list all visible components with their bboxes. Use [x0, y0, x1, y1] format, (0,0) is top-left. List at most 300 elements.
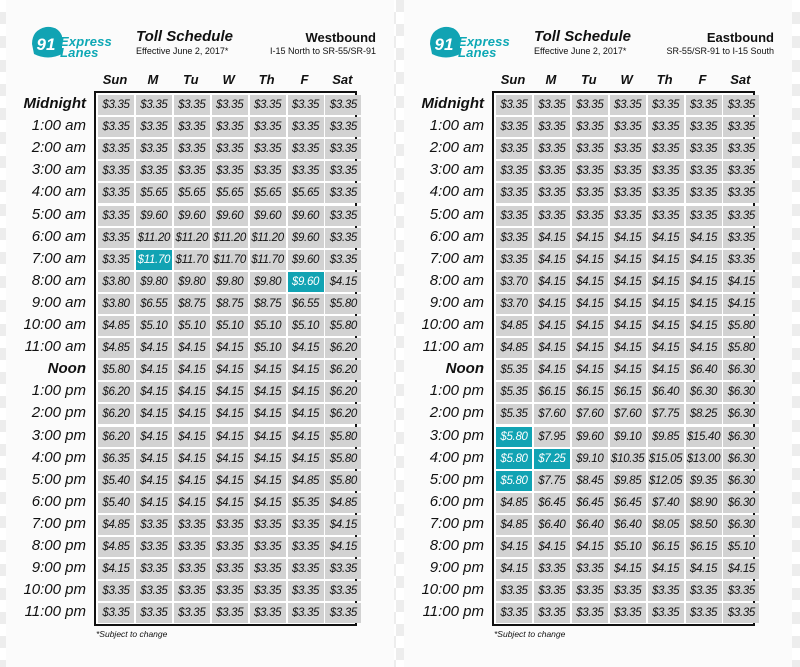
toll-cell: $4.85: [496, 493, 532, 513]
toll-cell: $4.15: [212, 360, 248, 380]
toll-cell: $11.70: [250, 250, 286, 270]
toll-cell: $4.15: [325, 537, 361, 557]
toll-cell: $4.15: [534, 294, 570, 314]
toll-cell: $5.65: [212, 183, 248, 203]
toll-cell: $3.35: [534, 117, 570, 137]
toll-cell: $10.35: [610, 449, 646, 469]
toll-cell: $3.35: [534, 559, 570, 579]
toll-cell: $4.15: [534, 537, 570, 557]
toll-cell: $11.70: [174, 250, 210, 270]
toll-cell: $3.70: [496, 272, 532, 292]
time-label: 11:00 am: [24, 338, 86, 356]
toll-cell: $3.35: [325, 161, 361, 181]
toll-cell: $4.15: [648, 559, 684, 579]
toll-cell: $9.10: [572, 449, 608, 469]
toll-cell: $4.15: [98, 559, 134, 579]
toll-cell: $3.35: [174, 515, 210, 535]
toll-cell: $3.35: [496, 139, 532, 159]
toll-cell: $4.15: [496, 559, 532, 579]
toll-cell: $6.15: [572, 382, 608, 402]
toll-cell: $4.15: [534, 360, 570, 380]
toll-cell: $3.35: [136, 603, 172, 623]
toll-cell: $4.15: [174, 338, 210, 358]
toll-cell: $3.35: [325, 117, 361, 137]
toll-cell: $4.15: [288, 449, 324, 469]
toll-cell: $4.85: [98, 316, 134, 336]
toll-cell: $5.80: [723, 316, 759, 336]
toll-cell: $3.35: [288, 139, 324, 159]
toll-cell: $4.85: [496, 316, 532, 336]
toll-cell: $6.35: [98, 449, 134, 469]
toll-cell: $3.35: [686, 161, 722, 181]
time-label: 11:00 am: [422, 338, 484, 356]
time-label: 10:00 am: [421, 316, 484, 333]
toll-cell: $6.20: [325, 404, 361, 424]
toll-cell: $7.60: [572, 404, 608, 424]
toll-cell: $3.35: [496, 250, 532, 270]
time-label: 9:00 am: [429, 293, 484, 311]
toll-cell: $9.60: [250, 206, 286, 226]
toll-cell: $3.35: [572, 139, 608, 159]
eastbound-schedule-panel: [404, 0, 792, 667]
express-lanes-logo: [426, 24, 536, 62]
time-label: Noon: [445, 360, 484, 378]
toll-cell: $3.35: [288, 515, 324, 535]
toll-cell: $3.35: [610, 95, 646, 115]
toll-cell: $3.35: [610, 117, 646, 137]
toll-cell: $9.60: [288, 250, 324, 270]
toll-cell: $7.60: [534, 404, 570, 424]
toll-cell: $11.20: [174, 228, 210, 248]
toll-cell: $3.35: [496, 228, 532, 248]
toll-cell: $6.15: [610, 382, 646, 402]
toll-cell: $5.35: [496, 360, 532, 380]
time-label: 1:00 am: [31, 117, 86, 135]
toll-cell: $4.15: [610, 559, 646, 579]
toll-cell: $9.60: [288, 228, 324, 248]
time-label: 9:00 am: [31, 293, 86, 311]
toll-cell: $3.35: [136, 139, 172, 159]
toll-cell: $3.35: [98, 581, 134, 601]
toll-cell: $3.35: [212, 603, 248, 623]
toll-cell: $3.35: [174, 161, 210, 181]
toll-cell: $4.15: [648, 250, 684, 270]
toll-cell: $4.15: [534, 272, 570, 292]
toll-cell: $3.35: [572, 206, 608, 226]
toll-cell: $5.10: [212, 316, 248, 336]
time-label: 6:00 am: [31, 227, 86, 245]
toll-cell: $3.35: [250, 581, 286, 601]
time-label: 7:00 am: [429, 249, 484, 267]
toll-cell: $5.65: [174, 183, 210, 203]
toll-cell: $4.15: [610, 360, 646, 380]
toll-cell: $3.35: [648, 183, 684, 203]
toll-cell: $4.15: [534, 316, 570, 336]
time-label: 2:00 pm: [429, 404, 484, 422]
toll-cell: $4.15: [288, 360, 324, 380]
toll-cell: $5.40: [98, 493, 134, 513]
toll-cell: $7.25: [534, 449, 570, 469]
toll-cell: $5.10: [288, 316, 324, 336]
toll-cell: $4.15: [325, 272, 361, 292]
toll-cell: $3.35: [174, 117, 210, 137]
toll-cell: $4.15: [496, 537, 532, 557]
toll-cell: $5.65: [250, 183, 286, 203]
time-label: 3:00 am: [31, 161, 86, 179]
toll-cell: $4.15: [723, 272, 759, 292]
toll-cell: $3.35: [174, 139, 210, 159]
toll-cell: $4.15: [686, 559, 722, 579]
time-label: 4:00 pm: [429, 448, 484, 466]
day-header-w: W: [620, 72, 633, 87]
day-header-sat: Sat: [730, 72, 751, 87]
toll-cell: $4.15: [572, 537, 608, 557]
toll-cell: $5.80: [496, 449, 532, 469]
logo-text-lanes: Lanes: [458, 45, 497, 60]
time-label: 1:00 am: [429, 117, 484, 135]
toll-cell: $5.65: [136, 183, 172, 203]
toll-cell: $3.35: [534, 183, 570, 203]
toll-cell: $5.65: [288, 183, 324, 203]
toll-cell: $3.35: [648, 161, 684, 181]
time-label: 10:00 pm: [421, 581, 484, 599]
toll-cell: $3.35: [686, 183, 722, 203]
toll-cell: $3.35: [288, 559, 324, 579]
toll-cell: $6.40: [686, 360, 722, 380]
toll-cell: $9.60: [136, 206, 172, 226]
toll-cell: $9.60: [212, 206, 248, 226]
toll-cell: $4.15: [174, 449, 210, 469]
toll-cell: $6.20: [325, 360, 361, 380]
toll-cell: $3.35: [325, 228, 361, 248]
toll-cell: $5.10: [250, 338, 286, 358]
toll-cell: $3.35: [325, 183, 361, 203]
eastbound-route: SR-55/SR-91 to I-15 South: [666, 46, 774, 56]
toll-cell: $3.35: [496, 161, 532, 181]
toll-cell: $4.15: [174, 404, 210, 424]
toll-cell: $3.35: [136, 161, 172, 181]
toll-cell: $6.30: [723, 360, 759, 380]
toll-cell: $4.15: [174, 427, 210, 447]
toll-cell: $6.30: [723, 493, 759, 513]
day-header-w: W: [222, 72, 235, 87]
toll-cell: $4.15: [212, 338, 248, 358]
toll-cell: $9.80: [174, 272, 210, 292]
time-label: 7:00 am: [31, 249, 86, 267]
logo-number: 91: [36, 35, 56, 54]
toll-cell: $5.80: [325, 316, 361, 336]
time-label: 3:00 pm: [429, 426, 484, 444]
toll-cell: $3.35: [212, 95, 248, 115]
toll-cell: $4.15: [250, 449, 286, 469]
time-label: 5:00 pm: [429, 470, 484, 488]
toll-cell: $4.15: [686, 294, 722, 314]
toll-cell: $4.15: [723, 294, 759, 314]
toll-cell: $4.85: [98, 515, 134, 535]
logo-text-lanes: Lanes: [60, 45, 99, 60]
toll-cell: $3.35: [572, 581, 608, 601]
toll-cell: $11.20: [212, 228, 248, 248]
toll-cell: $4.15: [648, 316, 684, 336]
toll-cell: $4.15: [212, 382, 248, 402]
toll-cell: $6.20: [325, 382, 361, 402]
toll-cell: $4.15: [572, 228, 608, 248]
time-label: 4:00 am: [31, 183, 86, 201]
toll-cell: $4.15: [288, 338, 324, 358]
toll-cell: $11.70: [212, 250, 248, 270]
eastbound-effective-date: Effective June 2, 2017*: [534, 46, 627, 56]
toll-cell: $9.60: [572, 427, 608, 447]
toll-cell: $8.50: [686, 515, 722, 535]
toll-cell: $4.15: [288, 382, 324, 402]
toll-cell: $3.35: [325, 559, 361, 579]
toll-cell: $3.35: [496, 95, 532, 115]
toll-cell: $4.15: [212, 449, 248, 469]
toll-cell: $9.60: [288, 272, 324, 292]
toll-cell: $3.35: [98, 161, 134, 181]
toll-cell: $3.35: [648, 117, 684, 137]
toll-cell: $6.30: [723, 515, 759, 535]
eastbound-schedule-title: Toll Schedule: [534, 28, 631, 45]
toll-cell: $6.20: [98, 404, 134, 424]
time-label: 6:00 pm: [429, 492, 484, 510]
toll-cell: $3.35: [212, 117, 248, 137]
toll-cell: $3.35: [288, 603, 324, 623]
toll-cell: $9.80: [212, 272, 248, 292]
toll-cell: $5.35: [496, 404, 532, 424]
toll-cell: $6.45: [572, 493, 608, 513]
day-header-m: M: [545, 72, 557, 87]
toll-cell: $5.80: [723, 338, 759, 358]
toll-cell: $3.35: [136, 515, 172, 535]
toll-cell: $3.35: [686, 139, 722, 159]
toll-cell: $3.35: [98, 95, 134, 115]
toll-cell: $4.15: [136, 449, 172, 469]
toll-cell: $6.20: [98, 382, 134, 402]
toll-cell: $8.75: [250, 294, 286, 314]
toll-cell: $8.45: [572, 471, 608, 491]
toll-cell: $8.05: [648, 515, 684, 535]
toll-cell: $3.35: [136, 581, 172, 601]
toll-cell: $3.35: [174, 581, 210, 601]
toll-cell: $3.35: [723, 161, 759, 181]
toll-cell: $9.80: [136, 272, 172, 292]
toll-cell: $3.35: [98, 117, 134, 137]
toll-cell: $5.35: [496, 382, 532, 402]
toll-cell: $5.10: [723, 537, 759, 557]
toll-cell: $3.35: [686, 95, 722, 115]
toll-cell: $4.15: [686, 338, 722, 358]
time-label: 7:00 pm: [429, 514, 484, 532]
toll-cell: $4.15: [723, 559, 759, 579]
toll-cell: $4.15: [686, 250, 722, 270]
westbound-route: I-15 North to SR-55/SR-91: [269, 46, 376, 56]
time-label: 2:00 am: [31, 139, 86, 157]
toll-cell: $3.35: [723, 95, 759, 115]
toll-cell: $3.35: [212, 559, 248, 579]
toll-cell: $3.35: [325, 206, 361, 226]
toll-cell: $4.15: [325, 515, 361, 535]
toll-cell: $3.35: [534, 139, 570, 159]
time-label: 6:00 am: [429, 227, 484, 245]
time-label: 3:00 am: [429, 161, 484, 179]
time-label: 3:00 pm: [31, 426, 86, 444]
toll-cell: $3.35: [98, 603, 134, 623]
toll-cell: $4.15: [136, 427, 172, 447]
toll-cell: $3.35: [98, 183, 134, 203]
day-header-sun: Sun: [500, 72, 526, 87]
toll-cell: $3.35: [496, 581, 532, 601]
toll-cell: $6.30: [723, 449, 759, 469]
toll-cell: $5.80: [496, 427, 532, 447]
toll-cell: $4.15: [610, 294, 646, 314]
toll-cell: $3.35: [686, 206, 722, 226]
toll-cell: $4.85: [98, 338, 134, 358]
toll-cell: $3.35: [174, 537, 210, 557]
time-label: 10:00 pm: [23, 581, 86, 599]
day-header-th: Th: [656, 72, 673, 87]
toll-cell: $3.35: [723, 603, 759, 623]
eastbound-direction: Eastbound: [706, 30, 774, 45]
toll-cell: $4.15: [212, 404, 248, 424]
toll-cell: $6.20: [98, 427, 134, 447]
logo-text-express: Express: [458, 34, 510, 49]
time-label: 5:00 am: [429, 205, 484, 223]
toll-cell: $5.10: [174, 316, 210, 336]
toll-cell: $7.40: [648, 493, 684, 513]
toll-cell: $4.15: [250, 404, 286, 424]
time-label: 7:00 pm: [31, 514, 86, 532]
westbound-footnote: *Subject to change: [96, 629, 168, 639]
toll-cell: $4.15: [534, 338, 570, 358]
toll-cell: $15.40: [686, 427, 722, 447]
toll-cell: $3.35: [610, 139, 646, 159]
toll-cell: $4.15: [250, 493, 286, 513]
toll-cell: $9.10: [610, 427, 646, 447]
toll-cell: $4.15: [610, 228, 646, 248]
toll-cell: $3.35: [98, 228, 134, 248]
toll-cell: $8.75: [174, 294, 210, 314]
toll-cell: $5.40: [98, 471, 134, 491]
toll-cell: $6.15: [648, 537, 684, 557]
toll-cell: $4.15: [648, 228, 684, 248]
express-lanes-logo: [28, 24, 138, 62]
toll-cell: $3.35: [534, 161, 570, 181]
time-label: 10:00 am: [23, 316, 86, 333]
toll-cell: $3.35: [288, 537, 324, 557]
toll-cell: $3.35: [610, 603, 646, 623]
toll-cell: $4.15: [288, 427, 324, 447]
toll-cell: $4.15: [250, 427, 286, 447]
toll-cell: $3.35: [610, 183, 646, 203]
toll-cell: $3.35: [325, 250, 361, 270]
toll-cell: $9.60: [288, 206, 324, 226]
toll-cell: $3.35: [212, 581, 248, 601]
time-label: 1:00 pm: [429, 382, 484, 400]
toll-cell: $3.35: [325, 581, 361, 601]
day-header-tu: Tu: [580, 72, 597, 87]
time-label: Midnight: [421, 95, 484, 112]
toll-cell: $6.30: [723, 427, 759, 447]
toll-cell: $6.55: [136, 294, 172, 314]
toll-cell: $3.35: [288, 161, 324, 181]
toll-cell: $4.15: [288, 404, 324, 424]
toll-cell: $5.80: [325, 449, 361, 469]
toll-cell: $9.80: [250, 272, 286, 292]
toll-cell: $3.35: [496, 206, 532, 226]
time-label: 8:00 pm: [429, 537, 484, 554]
toll-cell: $7.75: [534, 471, 570, 491]
toll-cell: $3.35: [572, 183, 608, 203]
toll-cell: $3.35: [686, 581, 722, 601]
toll-cell: $5.10: [610, 537, 646, 557]
toll-cell: $3.35: [250, 603, 286, 623]
toll-cell: $3.35: [686, 603, 722, 623]
toll-cell: $3.35: [98, 139, 134, 159]
westbound-effective-date: Effective June 2, 2017*: [136, 46, 229, 56]
toll-cell: $3.35: [610, 161, 646, 181]
toll-cell: $3.35: [534, 95, 570, 115]
day-header-f: F: [300, 72, 309, 87]
toll-cell: $7.95: [534, 427, 570, 447]
toll-cell: $4.15: [572, 360, 608, 380]
toll-cell: $4.15: [534, 250, 570, 270]
toll-cell: $8.25: [686, 404, 722, 424]
time-label: 5:00 am: [31, 205, 86, 223]
toll-cell: $3.35: [325, 139, 361, 159]
toll-cell: $4.15: [136, 493, 172, 513]
toll-cell: $11.20: [250, 228, 286, 248]
toll-cell: $3.35: [250, 161, 286, 181]
toll-cell: $3.35: [723, 117, 759, 137]
toll-cell: $4.15: [174, 382, 210, 402]
toll-cell: $3.35: [250, 537, 286, 557]
time-label: 6:00 pm: [31, 492, 86, 510]
toll-cell: $4.15: [212, 427, 248, 447]
toll-cell: $3.35: [136, 537, 172, 557]
toll-cell: $5.35: [288, 493, 324, 513]
toll-cell: $3.35: [136, 117, 172, 137]
toll-cell: $3.80: [98, 272, 134, 292]
toll-cell: $9.60: [174, 206, 210, 226]
toll-cell: $6.45: [610, 493, 646, 513]
toll-cell: $15.05: [648, 449, 684, 469]
toll-cell: $6.45: [534, 493, 570, 513]
toll-cell: $3.35: [723, 139, 759, 159]
toll-cell: $6.15: [686, 537, 722, 557]
toll-cell: $6.40: [534, 515, 570, 535]
toll-cell: $3.35: [174, 603, 210, 623]
toll-cell: $3.35: [723, 250, 759, 270]
toll-cell: $4.15: [250, 360, 286, 380]
toll-cell: $3.35: [98, 206, 134, 226]
toll-cell: $3.35: [250, 515, 286, 535]
toll-cell: $4.15: [648, 272, 684, 292]
toll-cell: $6.40: [572, 515, 608, 535]
day-header-th: Th: [258, 72, 275, 87]
toll-cell: $3.35: [572, 603, 608, 623]
toll-cell: $3.35: [723, 581, 759, 601]
time-label: 2:00 pm: [31, 404, 86, 422]
toll-cell: $4.15: [136, 404, 172, 424]
westbound-schedule-title: Toll Schedule: [136, 28, 233, 45]
toll-cell: $3.35: [648, 139, 684, 159]
time-label: 11:00 pm: [24, 603, 86, 621]
westbound-toll-grid: [94, 91, 357, 626]
time-label: Noon: [47, 360, 86, 378]
toll-cell: $4.15: [648, 338, 684, 358]
toll-cell: $4.85: [98, 537, 134, 557]
